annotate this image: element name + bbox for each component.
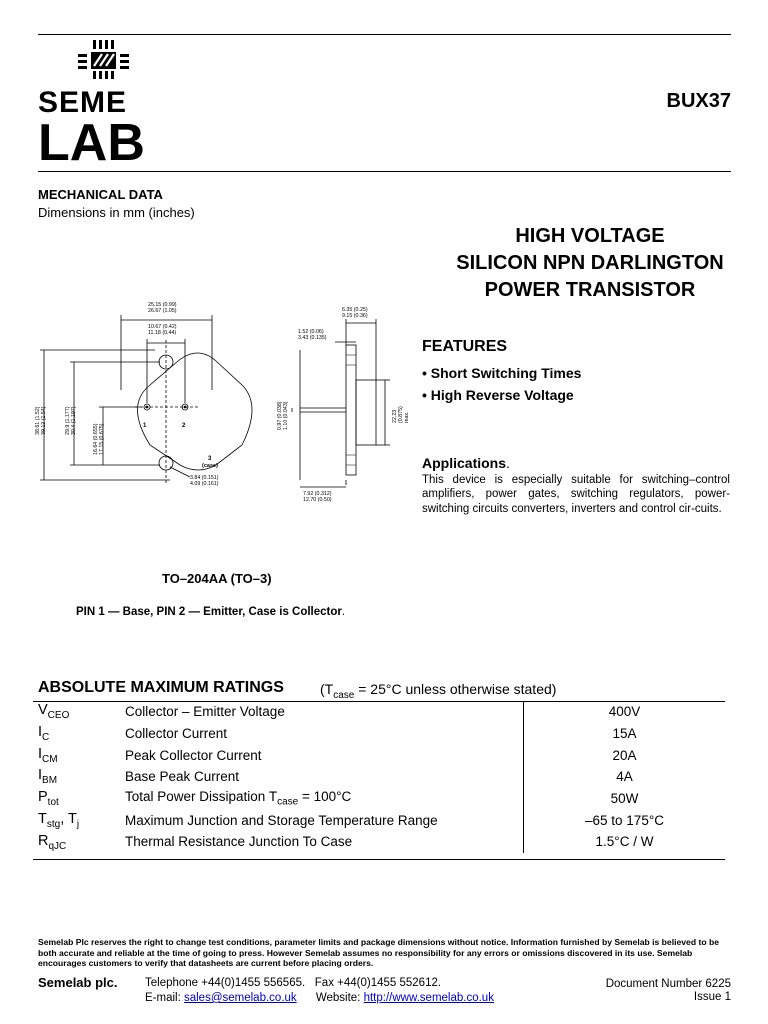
- rating-value: 4A: [524, 766, 726, 788]
- ratings-row: [33, 701, 725, 723]
- applications-heading: Applications.: [422, 455, 510, 471]
- front-view-outline: [138, 353, 253, 470]
- ratings-table: [33, 701, 725, 853]
- ratings-row: [33, 809, 725, 831]
- logo-line-seme: SEME: [38, 86, 128, 119]
- dim-side-top: 6.35 (0.25) 9.15 (0.36): [342, 307, 368, 319]
- rating-value: 50W: [524, 788, 726, 810]
- mechanical-heading: MECHANICAL DATA: [38, 187, 163, 202]
- applications-text: This device is especially suitable for switching–control amplifiers, power gates, switching regulators, power-switching circuits converters, inverters and control cir-cuits.: [422, 474, 730, 515]
- features-heading: FEATURES: [422, 338, 508, 355]
- top-rule: [38, 34, 731, 35]
- rating-value: –65 to 175°C: [524, 809, 726, 831]
- package-name: TO–204AA (TO–3): [162, 571, 272, 586]
- dim-hole-diameter: 3.84 (0.151) 4.09 (0.161): [190, 475, 219, 487]
- rating-parameter: Collector Current: [125, 726, 228, 742]
- dim-height-holes: 29.9 (1.177)30.4 (1.197): [65, 406, 77, 435]
- feature-item: • High Reverse Voltage: [422, 387, 574, 403]
- rating-parameter: Base Peak Current: [125, 769, 240, 785]
- website-link[interactable]: http://www.semelab.co.uk: [363, 992, 494, 1004]
- mechanical-subheading: Dimensions in mm (inches): [38, 205, 195, 220]
- case-label: (case): [202, 463, 218, 469]
- title-line-1: HIGH VOLTAGE: [515, 225, 665, 247]
- ratings-row: [33, 744, 725, 766]
- rating-symbol: $I_C$: [38, 724, 50, 743]
- dim-flange: 1.52 (0.06) 3.43 (0.135): [298, 329, 327, 341]
- package-drawing: [30, 295, 415, 515]
- ratings-row: [33, 831, 725, 853]
- document-number: Document Number 6225: [605, 978, 731, 990]
- title-line-2: SILICON NPN DARLINGTON: [456, 252, 724, 274]
- ratings-title: ABSOLUTE MAXIMUM RATINGS: [38, 679, 284, 696]
- ratings-row: [33, 766, 725, 788]
- logo-line-lab: LAB: [38, 114, 145, 172]
- rating-symbol: $P_{tot}$: [38, 789, 59, 809]
- dim-width-outer: 25.15 (0.99) 26.67 (1.05): [148, 302, 177, 314]
- rating-parameter: Peak Collector Current: [125, 747, 262, 763]
- dim-height-total: 38.61 (1.52)39.12 (1.54): [35, 406, 47, 435]
- rating-symbol: $I_{CM}$: [38, 745, 58, 765]
- dim-width-inner: 10.67 (0.42) 11.18 (0.44): [148, 324, 177, 336]
- rating-symbol: $V_{CEO}$: [38, 702, 70, 722]
- contact-phone-fax: Telephone +44(0)1455 556565. Fax +44(0)1455 552612.: [145, 977, 442, 989]
- dim-lead-thickness: 0.97 (0.038)1.10 (0.043): [277, 401, 289, 430]
- email-link[interactable]: sales@semelab.co.uk: [183, 992, 297, 1004]
- rating-parameter: Collector – Emitter Voltage: [125, 704, 285, 720]
- rating-symbol: $I_{BM}$: [38, 767, 58, 787]
- semelab-logo-icon: [78, 38, 132, 80]
- disclaimer: Semelab Plc reserves the right to change test conditions, parameter limits and package dimensions without notice. Information furnished by Semelab is believed to be both accurate and reliable at the time of going to press. However Semelab assumes no responsibility for any errors or omissions discovered in its use. Semelab encourages customers to verify that datasheets are current before placing orders.: [38, 937, 719, 969]
- dim-body-height: 22.23(0.875)max.: [392, 406, 410, 423]
- part-number: BUX37: [666, 90, 731, 112]
- rating-value: 1.5°C / W: [524, 831, 726, 853]
- document-issue: Issue 1: [693, 991, 731, 1003]
- rating-parameter: Maximum Junction and Storage Temperature Range: [125, 812, 438, 828]
- pin-3-label: 3: [208, 456, 212, 462]
- pin-2-label: 2: [182, 423, 186, 429]
- ratings-row: [33, 723, 725, 745]
- rating-symbol: $T_{stg}$, $T_j$: [38, 810, 80, 830]
- pin-description: PIN 1 — Base, PIN 2 — Emitter, Case is Collector.: [76, 606, 346, 618]
- rating-parameter: Thermal Resistance Junction To Case: [125, 834, 353, 850]
- dim-lead-length: 7.92 (0.312) 12.70 (0.50): [303, 491, 332, 503]
- company-name: Semelab plc.: [38, 975, 118, 990]
- rating-value: 20A: [524, 744, 726, 766]
- title-line-3: POWER TRANSISTOR: [484, 279, 696, 301]
- ratings-bottom-rule: [33, 859, 725, 860]
- pin-1-label: 1: [143, 423, 147, 429]
- feature-item: • Short Switching Times: [422, 365, 582, 381]
- rating-value: 15A: [524, 723, 726, 745]
- rating-value: 400V: [524, 701, 726, 723]
- dim-height-pins: 16.64 (0.655)17.15 (0.675): [93, 423, 105, 455]
- header-rule: [38, 171, 731, 172]
- ratings-condition: ($T_{case} = 25^\circ C$ unless otherwise stated): [320, 681, 557, 701]
- rating-parameter: Total Power Dissipation $T_{case} = 100^\circ C$: [125, 789, 352, 808]
- ratings-row: [33, 788, 725, 810]
- rating-symbol: $R_{qJC}$: [38, 832, 67, 852]
- contact-web: E-mail: sales@semelab.co.uk Website: http://www.semelab.co.uk: [145, 992, 494, 1004]
